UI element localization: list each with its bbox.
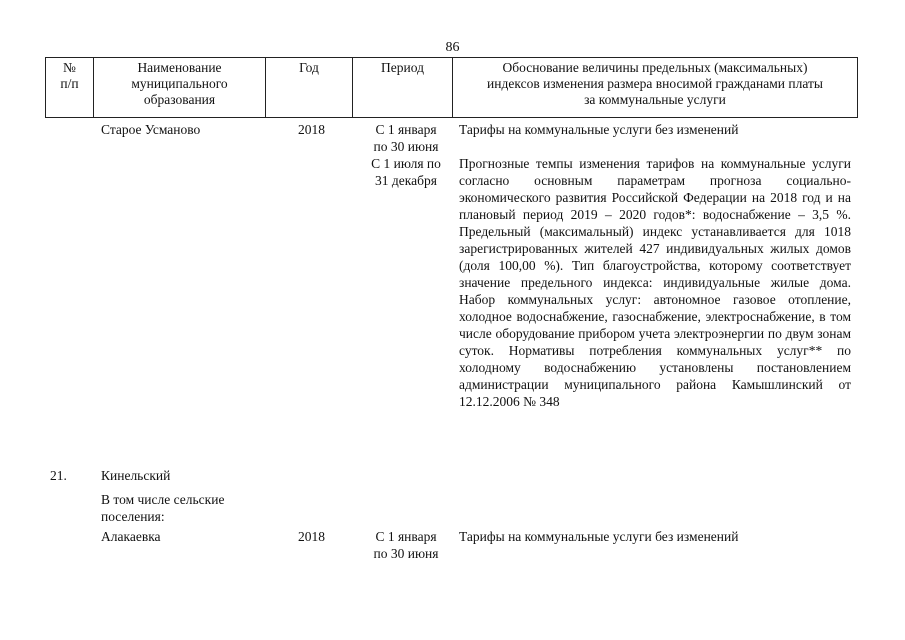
- header-name: Наименование муниципального образования: [94, 58, 266, 118]
- row-period: С 1 января по 30 июня: [373, 529, 439, 561]
- row-name: Кинельский: [101, 468, 171, 483]
- row-period: С 1 января по 30 июня: [373, 122, 439, 154]
- header-period: Период: [353, 58, 453, 118]
- row-name: Алакаевка: [101, 529, 161, 544]
- table-header: [45, 57, 858, 118]
- row-year: 2018: [298, 529, 325, 544]
- page-number: 86: [445, 40, 460, 55]
- header-basis: Обоснование величины предельных (максимальных) индексов изменения размера вносимой гражданами платы за коммунальные услуги: [453, 58, 858, 118]
- row-year: 2018: [298, 122, 325, 137]
- row-subheading: В том числе сельские поселения:: [101, 492, 225, 524]
- row-number: 21.: [50, 468, 67, 483]
- row-basis-text: Прогнозные темпы изменения тарифов на коммунальные услуги согласно основным параметрам прогноза социально-экономического развития Российской Федерации на 2018 год и на плановый период 2019 – 2020 годов*: водоснабжение – 3,5 %. Предельный (максимальный) индекс устанавливается для 1018 зарегистрированных жителей 427 индивидуальных жилых домов (доля 100,00 %). Тип благоустройства, которому соответствует значение предельного индекса: индивидуальные жилые дома. Набор коммунальных услуг: автономное газовое отопление, холодное водоснабжение, газоснабжение, электроснабжение, в том числе оборудование прибором учета электроэнергии по двум зонам суток. Нормативы потребления коммунальных услуг** по холодному водоснабжению установлены постановлением администрации муниципального района Камышлинский от 12.12.2006 № 348: [459, 156, 851, 409]
- row-basis: Тарифы на коммунальные услуги без изменений: [459, 529, 739, 544]
- row-period: С 1 июля по 31 декабря: [371, 156, 441, 188]
- header-year: Год: [266, 58, 353, 118]
- row-basis: Тарифы на коммунальные услуги без изменений: [459, 122, 739, 137]
- header-num: № п/п: [46, 58, 94, 118]
- row-name: Старое Усманово: [101, 122, 201, 137]
